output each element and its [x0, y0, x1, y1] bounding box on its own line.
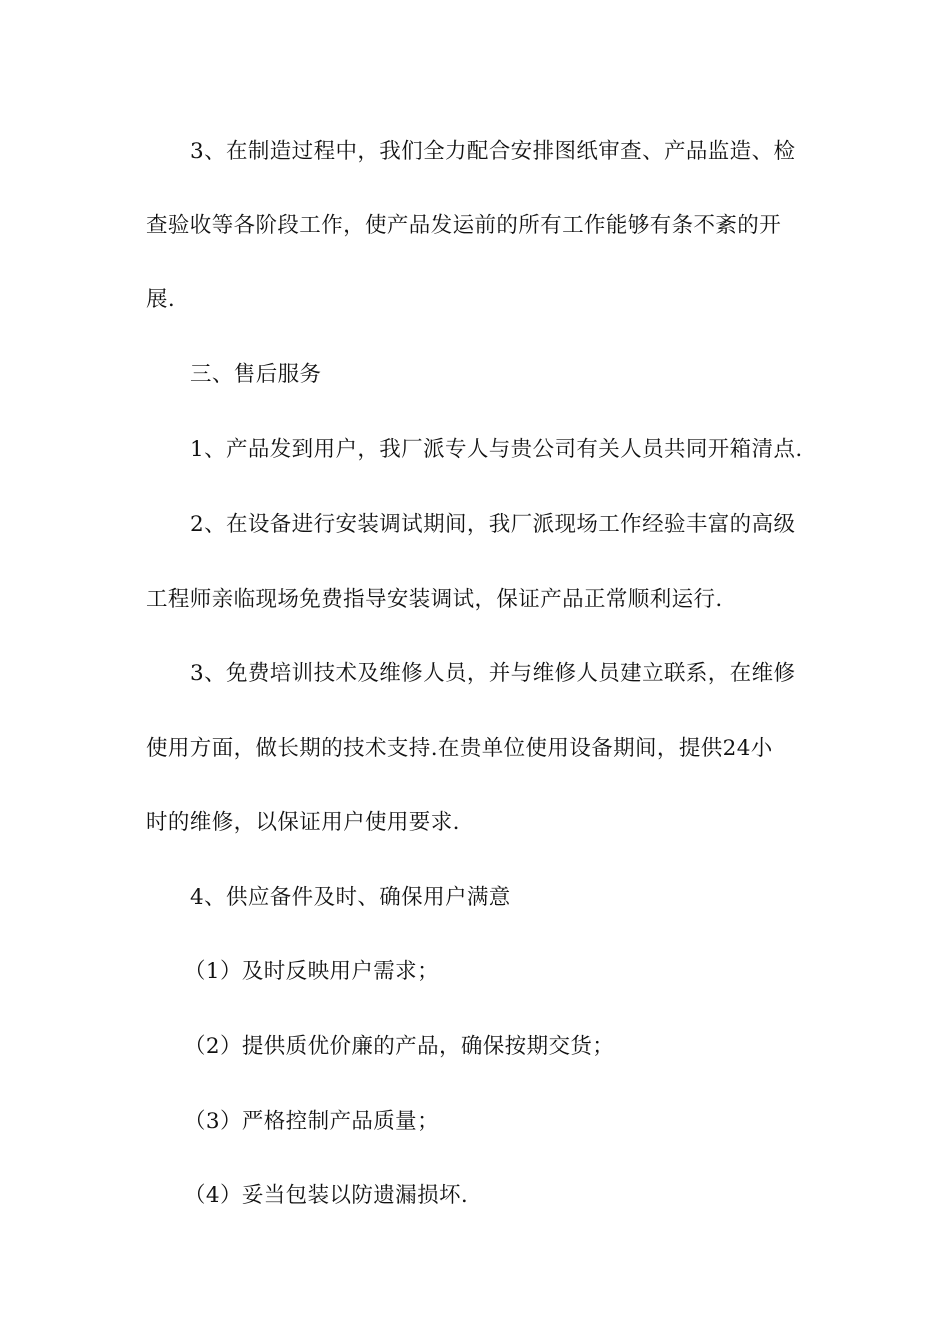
- paragraph-line: 4、供应备件及时、确保用户满意: [190, 885, 511, 910]
- paragraph-line: 使用方面，做长期的技术支持.在贵单位使用设备期间，提供24小: [146, 736, 773, 761]
- paragraph-line: 3、免费培训技术及维修人员，并与维修人员建立联系，在维修: [190, 661, 796, 686]
- section-heading: 三、售后服务: [190, 362, 322, 387]
- paragraph-line: 查验收等各阶段工作，使产品发运前的所有工作能够有条不紊的开: [146, 213, 782, 238]
- paragraph-line: 展.: [146, 287, 176, 312]
- paragraph-line: 工程师亲临现场免费指导安装调试，保证产品正常顺利运行.: [146, 587, 723, 612]
- list-item: （2）提供质优价廉的产品，确保按期交货；: [184, 1034, 615, 1059]
- paragraph-line: 3、在制造过程中，我们全力配合安排图纸审查、产品监造、检: [190, 139, 796, 164]
- list-item: （3）严格控制产品质量；: [184, 1109, 439, 1134]
- paragraph-line: 时的维修，以保证用户使用要求.: [146, 810, 460, 835]
- list-item: （4）妥当包装以防遗漏损坏.: [184, 1183, 469, 1208]
- paragraph-line: 2、在设备进行安装调试期间，我厂派现场工作经验丰富的高级: [190, 512, 796, 537]
- paragraph-line: 1、产品发到用户，我厂派专人与贵公司有关人员共同开箱清点.: [190, 437, 803, 462]
- list-item: （1）及时反映用户需求；: [184, 959, 439, 984]
